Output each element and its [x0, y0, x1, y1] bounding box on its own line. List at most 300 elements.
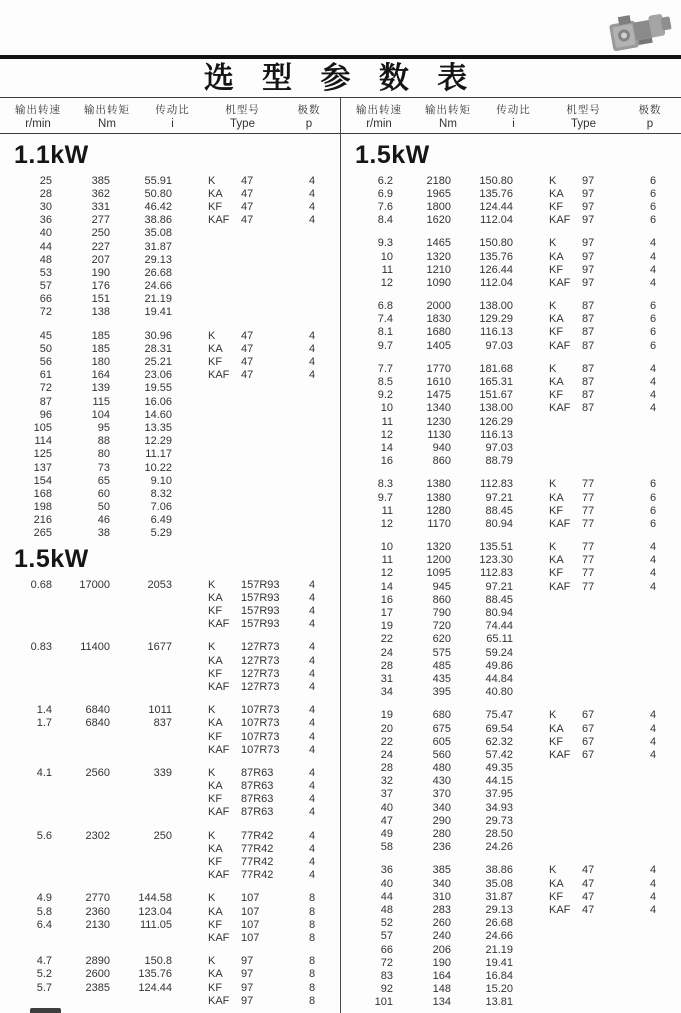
cell-ratio: 181.68 [479, 362, 513, 375]
cell-ratio: 62.32 [485, 735, 513, 748]
cell-poles: 4 [649, 722, 657, 735]
cell-poles: 4 [308, 187, 316, 200]
cell-ratio: 138.00 [479, 300, 513, 313]
cell-model-type [549, 214, 645, 226]
cell-output-torque: 1680 [426, 326, 451, 339]
cell-model-type [208, 806, 304, 818]
model-number: 67 [582, 735, 595, 748]
model-prefix: KF [208, 918, 223, 931]
table-row [0, 461, 340, 474]
gearbox-photo [601, 6, 675, 61]
model-number: 47 [241, 200, 254, 213]
cell-ratio: 135.76 [479, 250, 513, 263]
cell-ratio: 123.30 [479, 554, 513, 567]
cell-ratio: 50.80 [144, 187, 172, 200]
model-prefix: KAF [208, 869, 230, 882]
cell-model-type [208, 655, 304, 667]
table-row [341, 814, 681, 827]
model-number: 47 [582, 864, 595, 877]
cell-ratio: 34.93 [485, 801, 513, 814]
cell-output-torque: 575 [432, 646, 451, 659]
model-prefix: KA [549, 313, 564, 326]
cell-ratio: 2053 [147, 578, 172, 591]
cell-poles: 4 [308, 842, 316, 855]
cell-poles: 4 [308, 641, 316, 654]
cell-output-torque: 2360 [85, 905, 110, 918]
cell-output-torque: 1170 [427, 517, 451, 530]
cell-poles: 4 [308, 654, 316, 667]
cell-output-torque: 435 [432, 672, 451, 685]
cell-model-type [208, 744, 304, 756]
cell-poles: 4 [308, 214, 316, 227]
cell-output-speed: 47 [380, 814, 393, 827]
table-row [341, 788, 681, 801]
cell-output-speed: 5.7 [36, 981, 52, 994]
model-prefix: K [549, 478, 557, 491]
cell-ratio: 37.95 [485, 788, 513, 801]
cell-model-type [208, 717, 304, 729]
model-prefix: K [208, 641, 216, 654]
section-heading: 1.5kW [355, 141, 430, 169]
data-block [341, 478, 681, 531]
cell-output-speed: 11 [381, 263, 393, 276]
data-block [0, 955, 340, 1008]
model-number: 97 [241, 955, 254, 968]
cell-output-speed: 16 [380, 593, 393, 606]
cell-poles: 6 [649, 174, 657, 187]
model-prefix: KA [549, 877, 564, 890]
cell-output-torque: 227 [91, 240, 110, 253]
table-row [0, 578, 340, 591]
cell-output-speed: 19 [380, 709, 393, 722]
cell-poles: 4 [308, 793, 316, 806]
cell-output-speed: 49 [380, 828, 393, 841]
table-row [341, 917, 681, 930]
cell-output-speed: 11 [381, 504, 393, 517]
model-prefix: K [208, 829, 216, 842]
table-row [0, 293, 340, 306]
cell-output-speed: 5.2 [36, 968, 52, 981]
cell-poles: 4 [308, 766, 316, 779]
cell-output-torque: 138 [91, 306, 110, 319]
table-row [0, 382, 340, 395]
cell-poles: 6 [649, 313, 657, 326]
cell-output-speed: 66 [380, 943, 393, 956]
table-row [341, 389, 681, 402]
cell-ratio: 88.45 [485, 504, 513, 517]
cell-ratio: 31.87 [485, 890, 513, 903]
cell-model-type [208, 704, 304, 716]
table-row [341, 841, 681, 854]
model-number: 47 [241, 174, 254, 187]
cell-poles: 4 [649, 903, 657, 916]
cell-model-type [549, 363, 645, 375]
cell-output-torque: 206 [432, 943, 451, 956]
cell-output-speed: 24 [380, 748, 393, 761]
table-row [0, 214, 340, 227]
cell-poles: 8 [308, 981, 316, 994]
cell-output-speed: 57 [39, 280, 52, 293]
section-heading: 1.5kW [14, 545, 89, 574]
data-block [341, 541, 681, 699]
cutoff-next-section-heading [30, 1008, 61, 1013]
cell-poles: 6 [649, 517, 657, 530]
table-row [341, 864, 681, 877]
table-row [0, 280, 340, 293]
cell-output-torque: 2385 [85, 981, 110, 994]
table-row [341, 930, 681, 943]
cell-ratio: 23.06 [144, 369, 172, 382]
cell-model-type [208, 343, 304, 355]
cell-poles: 6 [649, 491, 657, 504]
cell-output-torque: 2130 [85, 918, 110, 931]
cell-output-speed: 44 [380, 890, 393, 903]
table-row [341, 567, 681, 580]
cell-ratio: 19.41 [144, 306, 172, 319]
cell-output-speed: 50 [39, 342, 52, 355]
cell-poles: 6 [649, 214, 657, 227]
model-prefix: KF [549, 735, 564, 748]
table-row [0, 680, 340, 693]
cell-poles: 4 [308, 730, 316, 743]
left-table [0, 98, 340, 1013]
model-number: 107 [241, 905, 260, 918]
cell-output-speed: 154 [33, 474, 52, 487]
right-table [340, 98, 681, 1013]
table-row [0, 829, 340, 842]
cell-ratio: 9.10 [150, 474, 172, 487]
table-row [341, 375, 681, 388]
model-prefix: KAF [208, 994, 230, 1007]
table-row [341, 441, 681, 454]
model-number: 97 [241, 981, 254, 994]
cell-output-speed: 6.2 [377, 174, 393, 187]
table-row [0, 174, 340, 187]
cell-output-speed: 6.8 [377, 300, 393, 313]
cell-output-speed: 105 [33, 421, 52, 434]
cell-output-torque: 310 [432, 890, 451, 903]
table-row [341, 415, 681, 428]
data-block [0, 766, 340, 819]
cell-output-torque: 2560 [85, 766, 110, 779]
cell-ratio: 25.21 [144, 356, 172, 369]
cell-output-speed: 17 [380, 607, 393, 620]
table-row [341, 659, 681, 672]
table-row [341, 890, 681, 903]
table-row [341, 402, 681, 415]
cell-output-speed: 83 [380, 969, 393, 982]
cell-output-torque: 362 [91, 187, 110, 200]
cell-output-speed: 28 [39, 187, 52, 200]
model-prefix: KAF [208, 618, 230, 631]
cell-output-speed: 96 [39, 408, 52, 421]
model-prefix: K [549, 237, 557, 250]
model-number: 127R73 [241, 667, 280, 680]
model-prefix: KF [549, 890, 564, 903]
model-number: 127R73 [241, 641, 280, 654]
model-number: 97 [582, 276, 595, 289]
model-prefix: KF [208, 730, 223, 743]
model-number: 107 [241, 931, 260, 944]
cell-output-speed: 28 [380, 762, 393, 775]
table-row [341, 541, 681, 554]
cell-output-torque: 185 [91, 342, 110, 355]
header-ratio: 传动比 i [155, 104, 190, 130]
cell-output-torque: 1130 [427, 428, 451, 441]
cell-output-speed: 9.2 [377, 389, 393, 402]
cell-model-type [549, 492, 645, 504]
cell-output-speed: 11 [381, 554, 393, 567]
section-heading: 1.1kW [14, 141, 89, 169]
cell-output-speed: 8.3 [377, 478, 393, 491]
header-output-torque: 输出转矩 Nm [84, 104, 130, 130]
cell-output-speed: 12 [380, 276, 393, 289]
cell-output-torque: 148 [432, 983, 451, 996]
cell-output-speed: 198 [33, 501, 52, 514]
model-number: 157R93 [241, 591, 280, 604]
table-row [341, 943, 681, 956]
cell-output-torque: 1830 [426, 313, 451, 326]
cell-ratio: 46.42 [144, 200, 172, 213]
cell-output-torque: 790 [432, 607, 451, 620]
model-number: 67 [582, 722, 595, 735]
cell-output-speed: 0.83 [30, 641, 52, 654]
table-row [341, 237, 681, 250]
cell-ratio: 28.50 [485, 828, 513, 841]
cell-model-type [208, 369, 304, 381]
cell-output-speed: 30 [39, 200, 52, 213]
cell-ratio: 97.03 [485, 339, 513, 352]
cell-output-torque: 164 [91, 369, 110, 382]
cell-output-torque: 50 [97, 501, 110, 514]
cell-output-speed: 168 [33, 487, 52, 500]
header-output-torque: 输出转矩 Nm [425, 104, 471, 130]
cell-ratio: 80.94 [485, 517, 513, 530]
cell-model-type [208, 188, 304, 200]
cell-model-type [549, 541, 645, 553]
cell-poles: 4 [649, 554, 657, 567]
table-row [341, 775, 681, 788]
cell-output-torque: 1380 [426, 478, 451, 491]
cell-output-torque: 250 [91, 227, 110, 240]
cell-ratio: 19.55 [144, 382, 172, 395]
cell-poles: 6 [649, 478, 657, 491]
cell-poles: 6 [649, 300, 657, 313]
table-row [0, 501, 340, 514]
model-number: 77 [582, 554, 595, 567]
cell-output-torque: 6840 [85, 704, 110, 717]
cell-ratio: 112.83 [480, 567, 513, 580]
cell-ratio: 16.84 [485, 969, 513, 982]
cell-output-speed: 0.68 [30, 578, 52, 591]
model-number: 87R63 [241, 780, 274, 793]
table-row [341, 362, 681, 375]
cell-model-type [208, 995, 304, 1007]
model-number: 107R73 [241, 730, 280, 743]
cell-poles: 4 [649, 389, 657, 402]
table-row [0, 591, 340, 604]
cell-model-type [208, 955, 304, 967]
table-row [0, 306, 340, 319]
model-number: 77 [582, 478, 595, 491]
cell-ratio: 150.80 [479, 174, 513, 187]
table-row [0, 955, 340, 968]
model-number: 97 [582, 237, 595, 250]
cell-model-type [549, 581, 645, 593]
table-row [341, 326, 681, 339]
cell-ratio: 116.13 [480, 326, 513, 339]
cell-ratio: 5.29 [150, 527, 172, 540]
cell-ratio: 24.26 [485, 841, 513, 854]
cell-ratio: 16.06 [144, 395, 172, 408]
cell-output-speed: 1.4 [36, 704, 52, 717]
model-prefix: K [549, 541, 557, 554]
model-prefix: K [208, 174, 216, 187]
cell-output-torque: 605 [432, 735, 451, 748]
cell-ratio: 14.60 [144, 408, 172, 421]
cell-ratio: 111.05 [139, 918, 172, 931]
model-prefix: K [549, 709, 557, 722]
cell-ratio: 124.44 [138, 981, 172, 994]
cell-output-torque: 240 [432, 930, 451, 943]
cell-output-torque: 370 [432, 788, 451, 801]
table-row [341, 504, 681, 517]
data-block [0, 174, 340, 319]
cell-output-speed: 40 [39, 227, 52, 240]
cell-output-torque: 1965 [426, 187, 451, 200]
cell-output-speed: 22 [380, 735, 393, 748]
cell-poles: 4 [649, 541, 657, 554]
cell-model-type [208, 605, 304, 617]
table-row [341, 956, 681, 969]
cell-model-type [208, 618, 304, 630]
cell-output-torque: 73 [97, 461, 110, 474]
cell-model-type [208, 906, 304, 918]
table-row [0, 474, 340, 487]
cell-poles: 6 [649, 504, 657, 517]
table-row [0, 342, 340, 355]
cell-output-speed: 114 [34, 435, 52, 448]
cell-output-speed: 40 [380, 877, 393, 890]
model-number: 157R93 [241, 578, 280, 591]
table-row [0, 487, 340, 500]
cell-ratio: 150.8 [144, 955, 172, 968]
table-row [341, 276, 681, 289]
model-prefix: KA [208, 342, 223, 355]
cell-ratio: 29.73 [485, 814, 513, 827]
cell-ratio: 74.44 [485, 620, 513, 633]
cell-output-torque: 1800 [426, 200, 451, 213]
cell-output-torque: 480 [432, 762, 451, 775]
model-prefix: KAF [208, 214, 230, 227]
page-top-strip [0, 0, 681, 55]
cell-model-type [549, 864, 645, 876]
page-title: 选 型 参 数 表 [203, 62, 478, 95]
cell-poles: 4 [649, 237, 657, 250]
cell-output-torque: 185 [91, 329, 110, 342]
cell-output-speed: 10 [380, 250, 393, 263]
table-row [0, 187, 340, 200]
model-prefix: KA [208, 654, 223, 667]
model-prefix: KF [208, 200, 223, 213]
cell-output-speed: 5.8 [36, 905, 52, 918]
model-number: 47 [582, 890, 595, 903]
cell-output-torque: 1620 [426, 214, 451, 227]
cell-output-torque: 1280 [426, 504, 451, 517]
cell-output-speed: 7.7 [377, 362, 393, 375]
model-prefix: KF [208, 981, 223, 994]
cell-poles: 8 [308, 918, 316, 931]
model-prefix: KA [208, 591, 223, 604]
model-prefix: KF [208, 667, 223, 680]
header-poles: 极数 p [297, 104, 321, 130]
cell-ratio: 837 [153, 717, 172, 730]
cell-ratio: 21.19 [485, 943, 513, 956]
header-output-speed: 输出转速 r/min [15, 104, 61, 130]
cell-ratio: 12.29 [144, 435, 172, 448]
cell-poles: 8 [308, 994, 316, 1007]
data-block [341, 362, 681, 468]
table-row [0, 994, 340, 1007]
cell-output-torque: 385 [432, 864, 451, 877]
cell-output-torque: 17000 [79, 578, 110, 591]
cell-model-type [549, 878, 645, 890]
cell-output-torque: 1230 [426, 415, 451, 428]
table-row [0, 408, 340, 421]
model-number: 47 [582, 903, 595, 916]
model-prefix: K [549, 362, 557, 375]
cell-ratio: 69.54 [485, 722, 513, 735]
cell-poles: 4 [308, 605, 316, 618]
data-block [341, 709, 681, 854]
cell-output-torque: 88 [97, 435, 110, 448]
cell-model-type [549, 175, 645, 187]
table-row [0, 892, 340, 905]
cell-model-type [208, 892, 304, 904]
cell-model-type [549, 201, 645, 213]
model-number: 97 [241, 968, 254, 981]
cell-ratio: 49.35 [485, 762, 513, 775]
cell-ratio: 13.81 [485, 996, 513, 1009]
cell-output-speed: 6.9 [377, 187, 393, 200]
table-row [341, 263, 681, 276]
cell-output-speed: 57 [380, 930, 393, 943]
cell-model-type [208, 830, 304, 842]
model-number: 97 [582, 187, 595, 200]
table-row [341, 313, 681, 326]
cell-output-speed: 92 [380, 983, 393, 996]
table-row [341, 478, 681, 491]
table-row [0, 421, 340, 434]
cell-ratio: 24.66 [144, 280, 172, 293]
cell-output-torque: 430 [432, 775, 451, 788]
cell-output-speed: 7.4 [377, 313, 393, 326]
cell-ratio: 8.32 [150, 487, 172, 500]
data-block [0, 892, 340, 945]
model-number: 47 [241, 356, 254, 369]
cell-output-torque: 151 [91, 293, 110, 306]
table-row [0, 931, 340, 944]
cell-output-speed: 72 [39, 382, 52, 395]
cell-poles: 4 [308, 200, 316, 213]
cell-poles: 4 [649, 877, 657, 890]
cell-poles: 6 [649, 326, 657, 339]
title-bar [0, 55, 681, 97]
cell-model-type [549, 376, 645, 388]
cell-ratio: 6.49 [150, 514, 172, 527]
cell-ratio: 165.31 [479, 376, 513, 389]
cell-model-type [208, 731, 304, 743]
